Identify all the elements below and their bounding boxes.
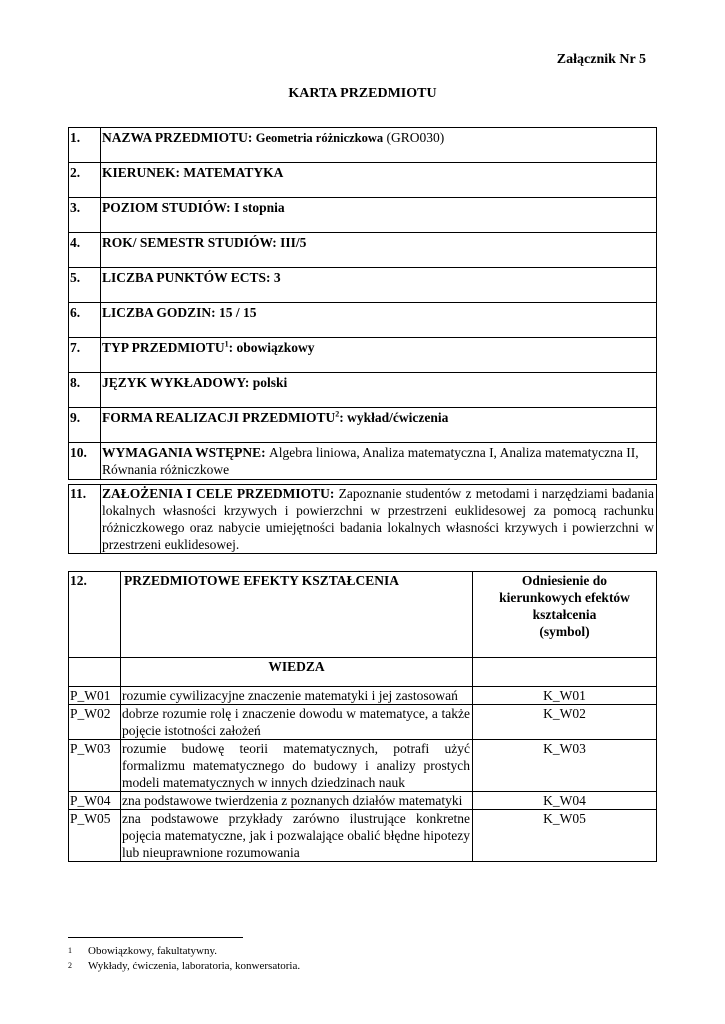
course-form-value: : wykład/ćwiczenia [339, 410, 449, 425]
info-row [69, 443, 657, 480]
row-number: 7. [69, 338, 101, 373]
footnote-mark: 2 [68, 961, 72, 970]
outcome-description: zna podstawowe twierdzenia z poznanych działów matematyki [121, 792, 473, 810]
course-type-label: TYP PRZEDMIOTU [102, 340, 225, 355]
page-title: KARTA PRZEDMIOTU [288, 86, 437, 101]
section-row [69, 658, 657, 687]
field-of-study: KIERUNEK: MATEMATYKA [101, 163, 657, 198]
table-row [69, 705, 657, 740]
outcome-code: P_W03 [69, 740, 121, 792]
prerequisites-value: Algebra liniowa, Analiza matematyczna I, Analiza matematyczna II, Równania różniczkowe [102, 445, 639, 477]
year-semester: ROK/ SEMESTR STUDIÓW: III/5 [101, 233, 657, 268]
row-number: 11. [69, 485, 101, 554]
goals-row [69, 485, 657, 554]
course-name-label: NAZWA PRZEDMIOTU: [102, 130, 256, 145]
outcomes-header: PRZEDMIOTOWE EFEKTY KSZTAŁCENIA [121, 572, 473, 658]
info-row [69, 128, 657, 163]
footnote-text: Obowiązkowy, fakultatywny. [88, 945, 218, 957]
course-form-label: FORMA REALIZACJI PRZEDMIOTU [102, 410, 336, 425]
outcome-description: zna podstawowe przykłady zarówno ilustrujące konkretne pojęcia matematyczne, jak i pozwalające obalić błędne hipotezy lub nieuprawnione rozumowania [121, 810, 473, 862]
prerequisites-label: WYMAGANIA WSTĘPNE: [102, 445, 270, 460]
section-knowledge: WIEDZA [121, 658, 473, 687]
row-number: 5. [69, 268, 101, 303]
info-row [69, 233, 657, 268]
footnote-ref: 2 [335, 409, 340, 419]
footnote-mark: 1 [68, 946, 72, 955]
goals-text: Zapoznanie studentów z metodami i narzędziami badania lokalnych własności krzywych i powierzchni w przestrzeni euklidesowej za pomocą rachunku różniczkowego oraz nabycie umiejętności badania lokalnych własności krzywych i powierzchni w przestrzeni euklidesowej. [102, 486, 655, 552]
outcome-description: dobrze rozumie rolę i znaczenie dowodu w matematyce, a także pojęcie istotności założeń [121, 705, 473, 740]
info-row [69, 373, 657, 408]
outcome-reference: K_W01 [473, 687, 657, 705]
reference-header-line: Odniesienie do [521, 573, 608, 588]
table-row [69, 792, 657, 810]
course-name-cell [101, 128, 657, 163]
footnote [68, 944, 217, 958]
row-number: 8. [69, 373, 101, 408]
table-row [69, 810, 657, 862]
outcomes-header-row [69, 572, 657, 658]
hours-count: LICZBA GODZIN: 15 / 15 [101, 303, 657, 338]
course-type-value: : obowiązkowy [228, 340, 315, 355]
outcome-description: rozumie budowę teorii matematycznych, potrafi użyć formalizmu matematycznego do budowy i analizy prostych modeli matematycznych w innych dziedzinach nauk [121, 740, 473, 792]
row-number: 4. [69, 233, 101, 268]
reference-header-line: (symbol) [539, 624, 590, 639]
info-row [69, 303, 657, 338]
row-number: 12. [69, 572, 121, 658]
course-form-cell [101, 408, 657, 443]
goals-label: ZAŁOŻENIA I CELE PRZEDMIOTU: [102, 486, 335, 501]
course-info-table [68, 127, 657, 480]
outcome-code: P_W04 [69, 792, 121, 810]
ects-points: LICZBA PUNKTÓW ECTS: 3 [101, 268, 657, 303]
outcome-reference: K_W02 [473, 705, 657, 740]
table-row [69, 740, 657, 792]
footnote-text: Wykłady, ćwiczenia, laboratoria, konwersatoria. [88, 960, 301, 972]
course-type-cell [101, 338, 657, 373]
outcome-reference: K_W04 [473, 792, 657, 810]
study-level: POZIOM STUDIÓW: I stopnia [101, 198, 657, 233]
info-row [69, 338, 657, 373]
reference-header [473, 572, 657, 658]
goals-cell [101, 485, 657, 554]
footnote [68, 959, 300, 973]
row-number: 1. [69, 128, 101, 163]
row-number: 6. [69, 303, 101, 338]
outcome-code: P_W02 [69, 705, 121, 740]
language: JĘZYK WYKŁADOWY: polski [101, 373, 657, 408]
prerequisites-cell [101, 443, 657, 480]
outcome-code: P_W05 [69, 810, 121, 862]
table-row [69, 687, 657, 705]
info-row [69, 408, 657, 443]
outcomes-table [68, 571, 657, 862]
info-row [69, 163, 657, 198]
course-name-value: Geometria różniczkowa [255, 131, 384, 145]
row-number: 2. [69, 163, 101, 198]
info-row [69, 198, 657, 233]
course-code: (GRO030) [383, 130, 445, 145]
footnote-ref: 1 [224, 339, 229, 349]
goals-table [68, 484, 657, 554]
outcome-reference: K_W03 [473, 740, 657, 792]
row-number: 10. [69, 443, 101, 480]
reference-header-line: kształcenia [532, 607, 597, 622]
annex-number: Załącznik Nr 5 [556, 52, 646, 67]
outcome-description: rozumie cywilizacyjne znaczenie matematyki i jej zastosowań [121, 687, 473, 705]
info-row [69, 268, 657, 303]
outcome-code: P_W01 [69, 687, 121, 705]
row-number: 9. [69, 408, 101, 443]
footnote-separator [68, 937, 243, 938]
outcome-reference: K_W05 [473, 810, 657, 862]
reference-header-line: kierunkowych efektów [499, 590, 630, 605]
row-number: 3. [69, 198, 101, 233]
